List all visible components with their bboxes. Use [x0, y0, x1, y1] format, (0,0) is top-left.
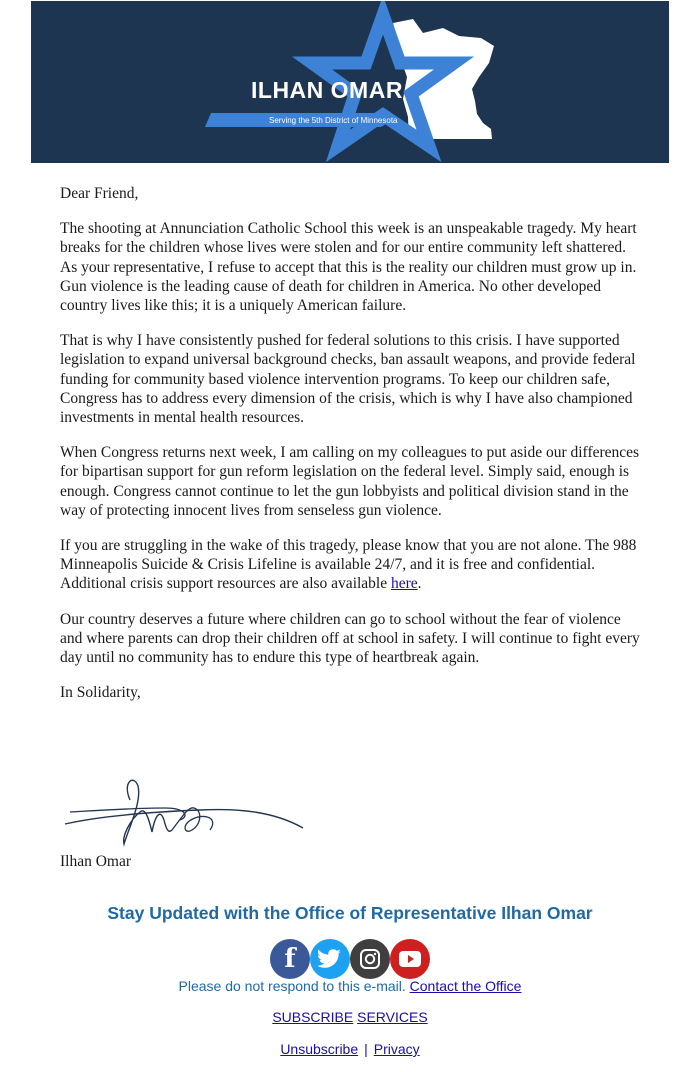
twitter-icon[interactable] — [310, 939, 350, 979]
minnesota-map-icon — [393, 19, 494, 139]
services-link[interactable]: SERVICES — [357, 1009, 428, 1025]
letter-body — [60, 184, 640, 718]
paragraph-3: When Congress returns next week, I am calling on my colleagues to put aside our differences for bipartisan support for gun reform legislation on the federal level. Simply said, enough is enough. Congress cannot continue to let the gun lobbyists and political division stand in the way of protecting innocent lives from senseless gun violence. — [60, 444, 640, 519]
signer-name: Ilhan Omar — [60, 853, 132, 870]
header-banner — [31, 1, 669, 163]
privacy-link[interactable]: Privacy — [373, 1041, 420, 1057]
no-reply-text: Please do not respond to this e-mail. — [178, 978, 410, 994]
twitter-bird-icon — [318, 949, 342, 969]
paragraph-4-end: . — [417, 575, 422, 593]
paragraph-4 — [60, 536, 640, 594]
camera-icon — [359, 948, 381, 970]
no-reply-line — [0, 978, 700, 994]
unsubscribe-privacy-line — [0, 1041, 700, 1057]
unsubscribe-link[interactable]: Unsubscribe — [280, 1041, 359, 1057]
subscribe-services-line — [0, 1009, 700, 1025]
subscribe-link[interactable]: SUBSCRIBE — [272, 1009, 354, 1025]
handwritten-signature — [60, 772, 310, 850]
paragraph-5: Our country deserves a future where children can go to school without the fear of violence and where parents can drop their children off at school in safety. I will continue to fight every day until no community has to endure this type of heartbreak again. — [60, 610, 640, 667]
youtube-icon[interactable] — [390, 939, 430, 979]
crisis-resources-link[interactable]: here — [391, 575, 418, 593]
header-subtitle: Serving the 5th District of Minnesota — [269, 116, 398, 125]
footer-title: Stay Updated with the Office of Representative Ilhan Omar — [107, 903, 593, 923]
paragraph-1: The shooting at Annunciation Catholic School this week is an unspeakable tragedy. My heart breaks for the children whose lives were stolen and for our entire community left shattered. As your representative, I refuse to accept that this is the reality our children must grow up in. Gun violence is the leading cause of death for children in America. No other developed country lives like this; it is a uniquely American failure. — [60, 220, 637, 315]
paragraph-4-text: If you are struggling in the wake of this tragedy, please know that you are not alone. The 988 Minneapolis Suicide & Crisis Lifeline is available 24/7, and it is free and confidential. Additional crisis support resources are also available — [60, 537, 637, 593]
closing: In Solidarity, — [60, 684, 141, 702]
header-title: ILHAN OMAR — [251, 77, 403, 103]
facebook-icon[interactable]: f — [270, 939, 310, 979]
play-button-icon — [399, 951, 421, 967]
contact-office-link[interactable]: Contact the Office — [409, 978, 522, 994]
greeting: Dear Friend, — [60, 185, 139, 202]
paragraph-2: That is why I have consistently pushed for federal solutions to this crisis. I have supported legislation to expand universal background checks, ban assault weapons, and provide federal funding for community based violence intervention programs. To keep our children safe, Congress has to address every dimension of the crisis, which is why I have also championed investments in mental health resources. — [60, 332, 636, 427]
instagram-icon[interactable] — [350, 939, 390, 979]
link-separator: | — [364, 1041, 368, 1057]
social-links — [270, 939, 432, 979]
